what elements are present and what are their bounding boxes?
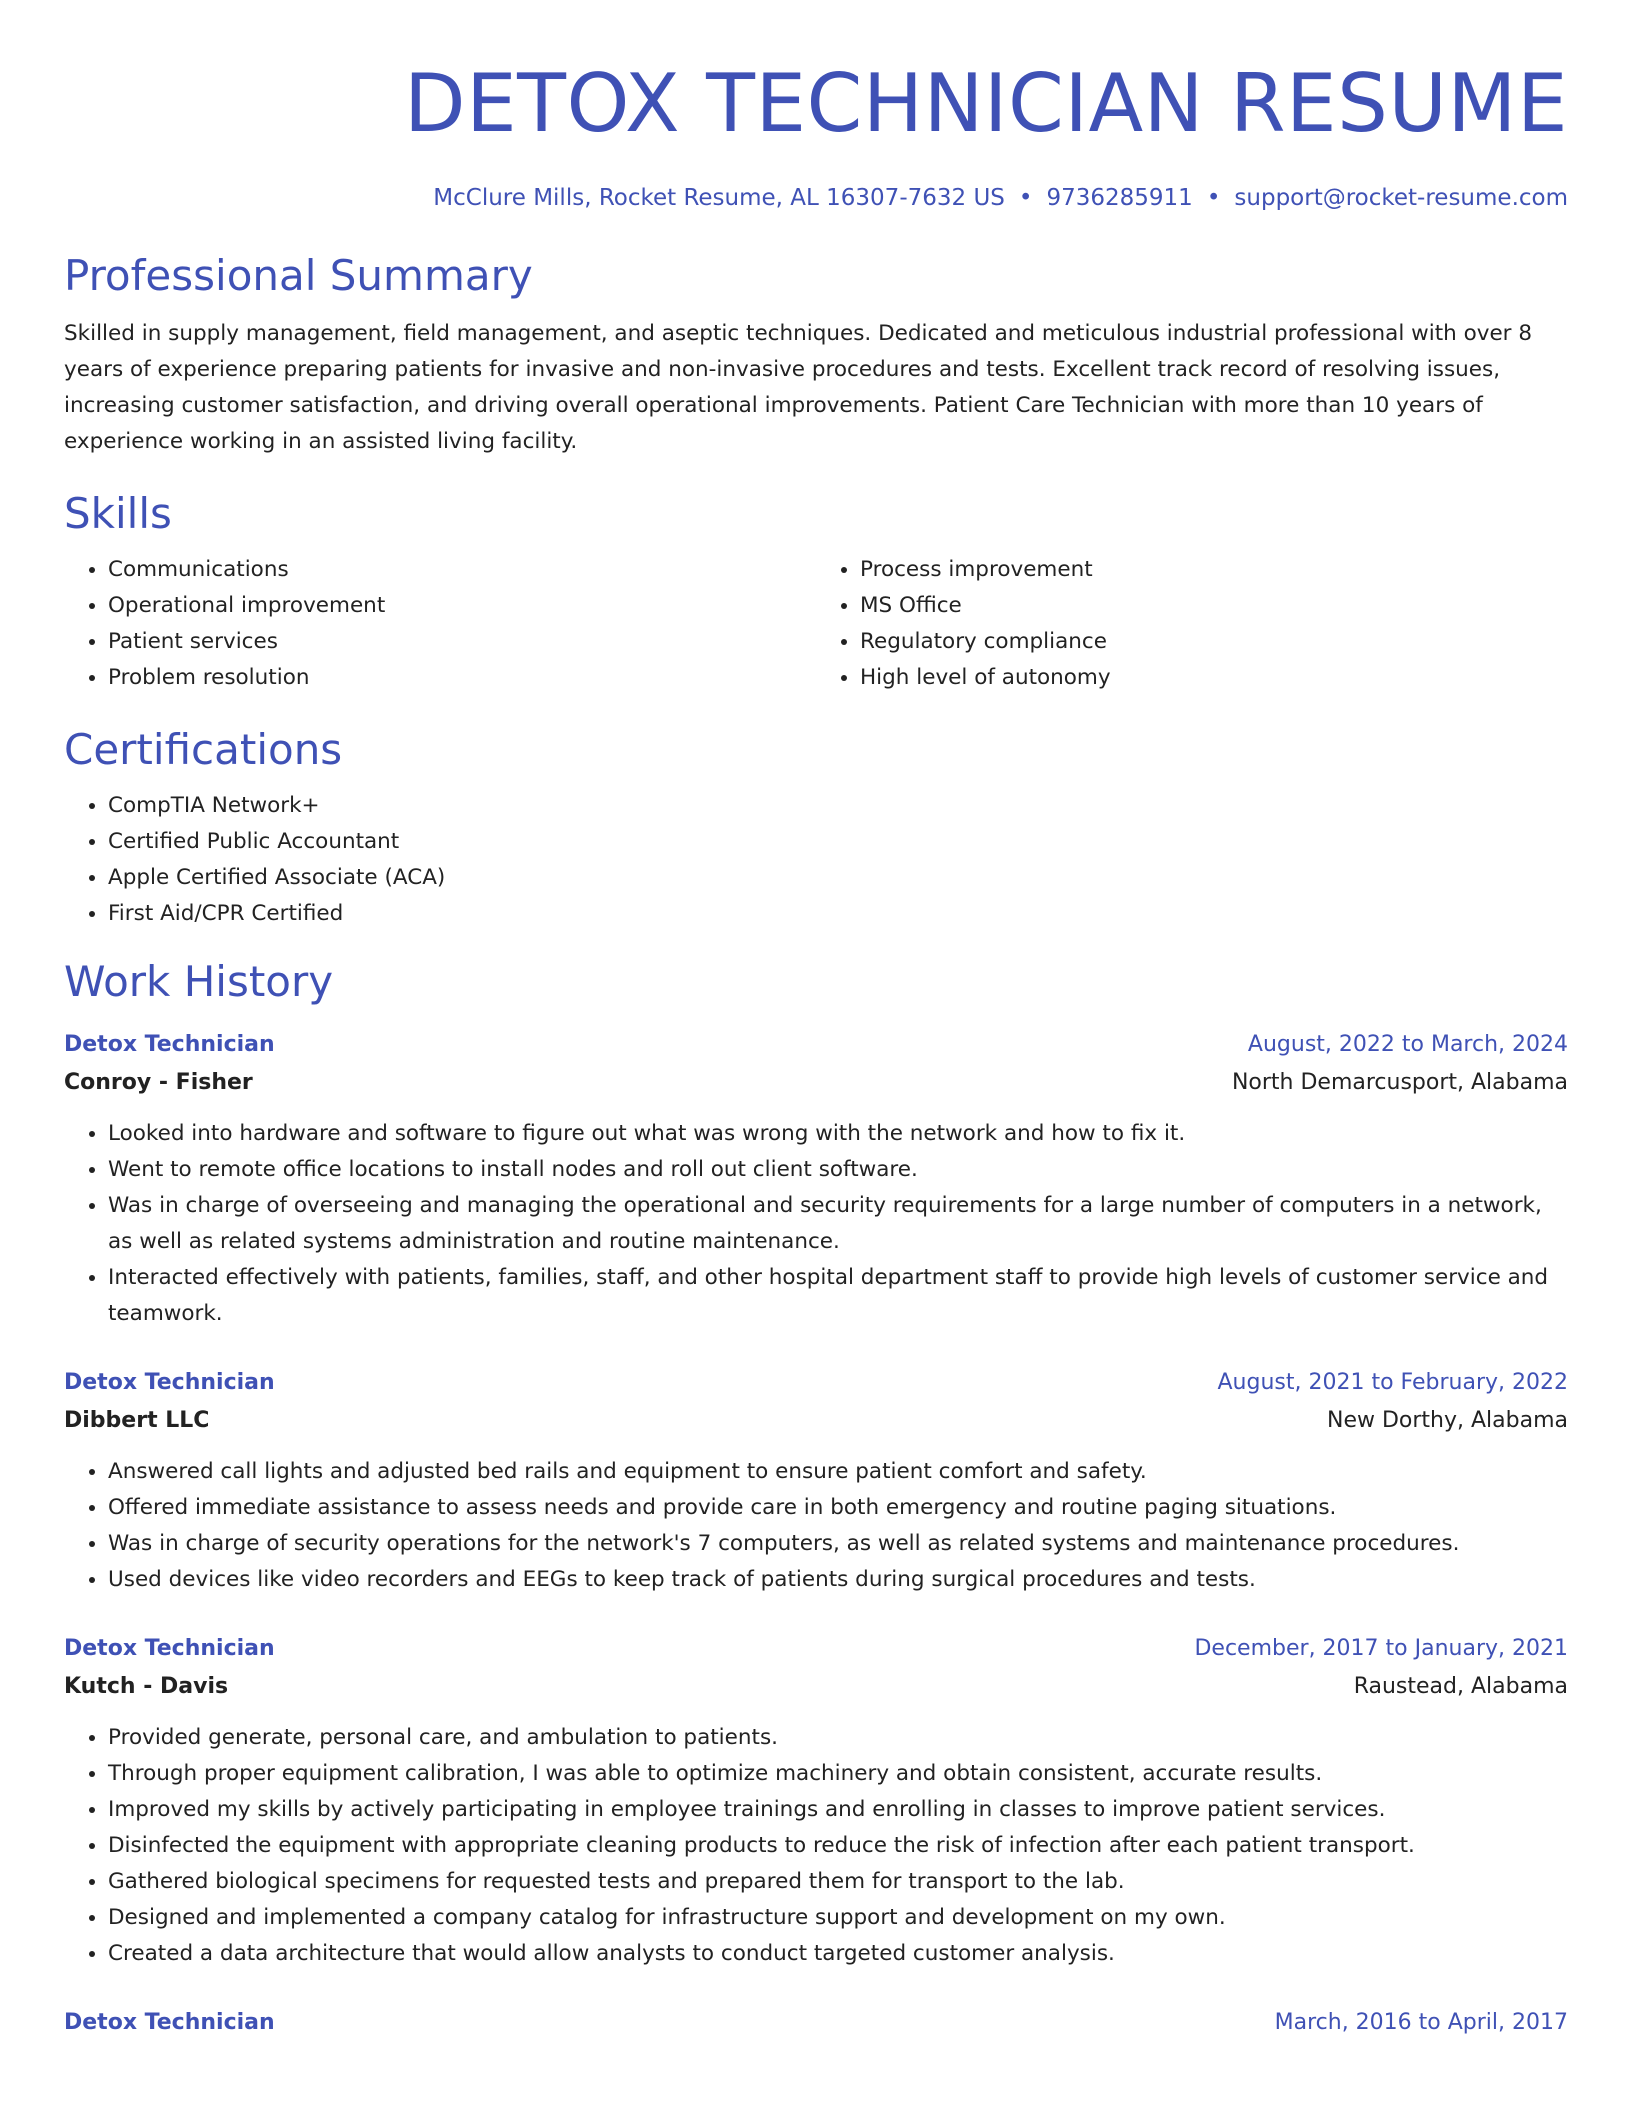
job-header-row <box>64 1026 1568 1064</box>
job-title: Detox Technician <box>64 1032 275 1057</box>
job-bullet: • Interacted effectively with patients, families, staff, and other hospital department staff to provide high levels of customer service and teamwork. <box>108 1260 1568 1332</box>
job-company-row <box>64 1402 1568 1440</box>
job-bullet: • Offered immediate assistance to assess needs and provide care in both emergency and routine paging situations. <box>108 1490 1568 1526</box>
skills-list-right <box>816 552 1568 696</box>
skill-item: • High level of autonomy <box>860 660 1568 696</box>
job-title: Detox Technician <box>64 1370 275 1395</box>
job-dates: December, 2017 to January, 2021 <box>1194 1636 1568 1661</box>
skills-list-left <box>64 552 816 696</box>
job-header-row <box>64 1364 1568 1402</box>
job-bullet: • Was in charge of overseeing and managing the operational and security requirements for a large number of computers in a network, as well as related systems administration and routine maintenance. <box>108 1188 1568 1260</box>
contact-separator: • <box>1018 185 1033 211</box>
job-company: Dibbert LLC <box>64 1408 210 1433</box>
job-bullet: • Disinfected the equipment with appropriate cleaning products to reduce the risk of infection after each patient transport. <box>108 1828 1568 1864</box>
job-dates: March, 2016 to April, 2017 <box>1274 2010 1568 2035</box>
job-bullet: • Created a data architecture that would allow analysts to conduct targeted customer analysis. <box>108 1936 1568 1972</box>
contact-line <box>64 182 1568 214</box>
job-company-row <box>64 1064 1568 1102</box>
skill-item: • Patient services <box>108 624 816 660</box>
job-bullet: • Answered call lights and adjusted bed rails and equipment to ensure patient comfort and safety. <box>108 1454 1568 1490</box>
resume-page <box>64 0 1568 2042</box>
job-title: Detox Technician <box>64 1636 275 1661</box>
job-entry <box>64 1364 1568 1598</box>
job-location: Raustead, Alabama <box>1353 1674 1568 1699</box>
job-bullets <box>64 1116 1568 1332</box>
email: support@rocket-resume.com <box>1234 185 1568 211</box>
job-company: Conroy - Fisher <box>64 1070 253 1095</box>
section-title-skills: Skills <box>64 489 172 538</box>
job-bullet: • Was in charge of security operations for the network's 7 computers, as well as related systems and maintenance procedures. <box>108 1526 1568 1562</box>
skill-item: • Process improvement <box>860 552 1568 588</box>
job-header-row <box>64 2004 1568 2042</box>
job-title: Detox Technician <box>64 2010 275 2035</box>
job-bullet: • Gathered biological specimens for requested tests and prepared them for transport to the lab. <box>108 1864 1568 1900</box>
certifications-list <box>64 788 1568 932</box>
skill-item: • Operational improvement <box>108 588 816 624</box>
job-entry <box>64 2004 1568 2042</box>
certification-item: • First Aid/CPR Certified <box>108 896 1568 932</box>
job-company-row <box>64 1668 1568 1706</box>
certification-item: • Apple Certified Associate (ACA) <box>108 860 1568 896</box>
job-dates: August, 2022 to March, 2024 <box>1247 1032 1568 1057</box>
job-bullet: • Provided generate, personal care, and ambulation to patients. <box>108 1720 1568 1756</box>
address: McClure Mills, Rocket Resume, AL 16307-7632 US <box>433 185 1005 211</box>
job-location: North Demarcusport, Alabama <box>1231 1070 1568 1095</box>
section-title-certifications: Certifications <box>64 725 343 774</box>
section-title-work-history: Work History <box>64 957 334 1006</box>
certification-item: • Certified Public Accountant <box>108 824 1568 860</box>
job-dates: August, 2021 to February, 2022 <box>1217 1370 1568 1395</box>
job-header-row <box>64 1630 1568 1668</box>
skill-item: • MS Office <box>860 588 1568 624</box>
job-bullet: • Designed and implemented a company catalog for infrastructure support and development on my own. <box>108 1900 1568 1936</box>
job-bullets <box>64 1454 1568 1598</box>
job-bullet: • Looked into hardware and software to figure out what was wrong with the network and how to fix it. <box>108 1116 1568 1152</box>
section-title-summary: Professional Summary <box>64 251 533 300</box>
job-bullet: • Improved my skills by actively participating in employee trainings and enrolling in classes to improve patient services. <box>108 1792 1568 1828</box>
job-bullet: • Used devices like video recorders and EEGs to keep track of patients during surgical procedures and tests. <box>108 1562 1568 1598</box>
skill-item: • Regulatory compliance <box>860 624 1568 660</box>
skill-item: • Communications <box>108 552 816 588</box>
job-location: New Dorthy, Alabama <box>1326 1408 1568 1433</box>
job-entry <box>64 1630 1568 1972</box>
job-bullet: • Through proper equipment calibration, I was able to optimize machinery and obtain consistent, accurate results. <box>108 1756 1568 1792</box>
job-entry <box>64 1026 1568 1332</box>
summary-text: Skilled in supply management, field management, and aseptic techniques. Dedicated and meticulous industrial professional with over 8 years of experience preparing patients for invasive and non-invasive procedures and tests. Excellent track record of resolving issues, increasing customer satisfaction, and driving overall operational improvements. Patient Care Technician with more than 10 years of experience working in an assisted living facility. <box>64 321 1533 454</box>
resume-title: DETOX TECHNICIAN RESUME <box>404 57 1568 150</box>
phone: 9736285911 <box>1046 185 1193 211</box>
contact-separator: • <box>1206 185 1221 211</box>
skills-grid <box>64 552 1568 696</box>
job-bullets <box>64 1720 1568 1972</box>
job-company: Kutch - Davis <box>64 1674 229 1699</box>
certification-item: • CompTIA Network+ <box>108 788 1568 824</box>
skill-item: • Problem resolution <box>108 660 816 696</box>
job-bullet: • Went to remote office locations to install nodes and roll out client software. <box>108 1152 1568 1188</box>
